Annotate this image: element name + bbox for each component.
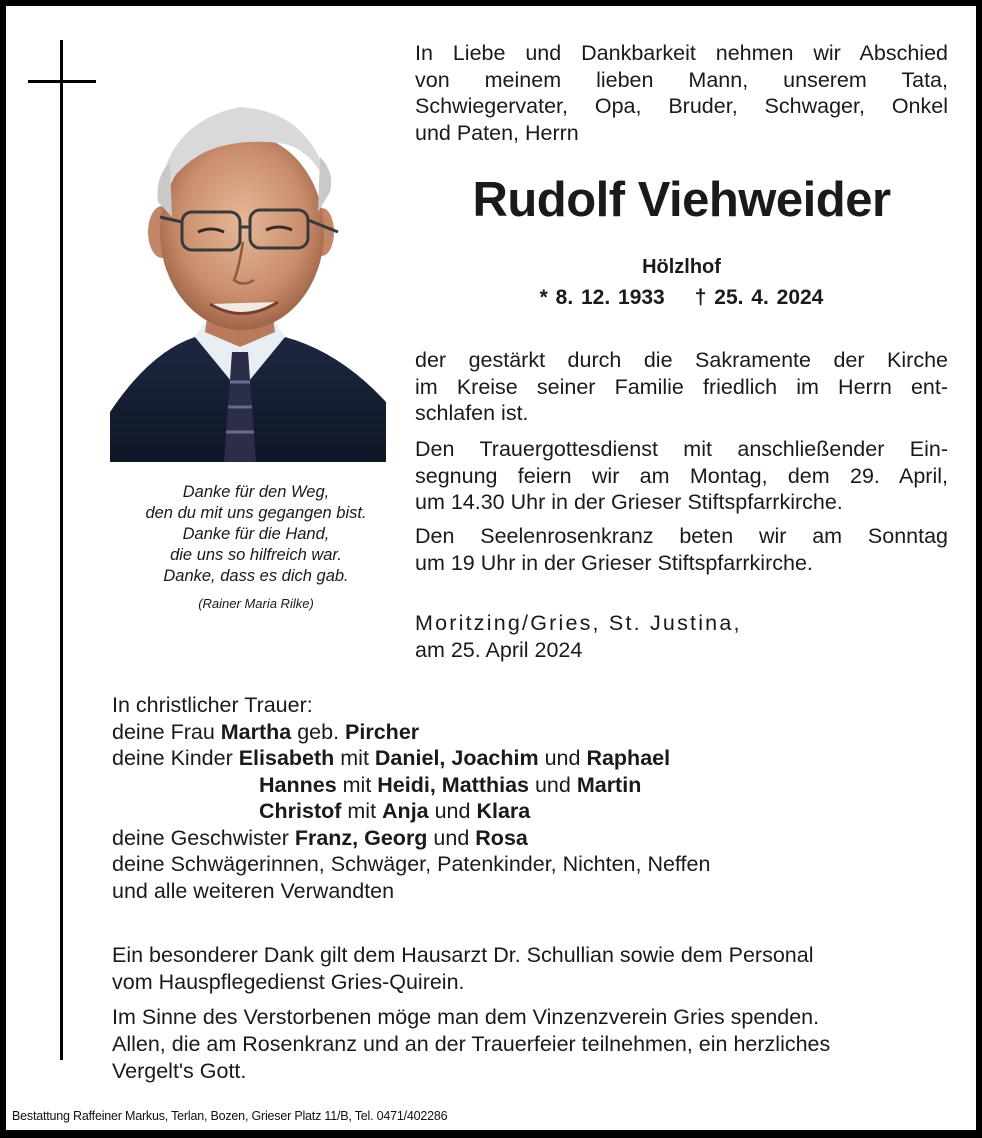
poem-line: die uns so hilfreich war. bbox=[170, 546, 342, 564]
donation-line: Im Sinne des Verstorbenen möge man dem Vinzenzverein Gries spenden. bbox=[112, 1005, 820, 1029]
place-location: Moritzing/Gries, St. Justina, bbox=[415, 611, 742, 635]
funeral-line: Den Trauergottesdienst mit anschließender Ein- bbox=[415, 437, 948, 461]
rosary-line: um 19 Uhr in der Grieser Stiftspfarrkirche. bbox=[415, 550, 813, 575]
mourner-name: Heidi, Matthias bbox=[377, 772, 529, 797]
poem bbox=[96, 482, 416, 587]
thanks-line: vom Hauspflegedienst Gries-Quirein. bbox=[112, 969, 465, 994]
intro-text bbox=[415, 40, 948, 146]
mourner-text: mit bbox=[334, 746, 375, 770]
mourner-text: deine Geschwister bbox=[112, 825, 295, 850]
passing-line: schlafen ist. bbox=[415, 401, 529, 425]
mourner-name: Christof bbox=[259, 799, 342, 823]
mourner-name: Rosa bbox=[475, 825, 528, 850]
cross-icon-horizontal bbox=[28, 80, 96, 83]
intro-line: Schwiegervater, Opa, Bruder, Schwager, Onkel bbox=[415, 94, 948, 118]
mourner-name: Klara bbox=[476, 799, 531, 823]
portrait-photo bbox=[110, 82, 386, 462]
funeral-line: segnung feiern wir am Montag, dem 29. April, bbox=[415, 463, 948, 488]
mourner-wife bbox=[112, 719, 710, 746]
passing-line: der gestärkt durch die Sakramente der Kirche bbox=[415, 348, 948, 372]
special-thanks bbox=[112, 942, 952, 995]
mourner-name: Pircher bbox=[345, 719, 420, 744]
mourner-name: Anja bbox=[382, 799, 429, 823]
cross-icon-vertical bbox=[60, 40, 63, 1060]
footer-undertaker: Bestattung Raffeiner Markus, Terlan, Bozen, Grieser Platz 11/B, Tel. 0471/402286 bbox=[12, 1109, 448, 1123]
deceased-farm: Hölzlhof bbox=[642, 256, 721, 278]
mourner-text: und bbox=[428, 799, 477, 823]
mourner-name: Raphael bbox=[586, 746, 671, 770]
mourner-name: Hannes bbox=[259, 772, 337, 797]
death-date: † 25. 4. 2024 bbox=[694, 286, 824, 309]
mourner-relatives: und alle weiteren Verwandten bbox=[112, 878, 395, 903]
poem-line: Danke für den Weg, bbox=[182, 483, 330, 501]
mourner-child-3 bbox=[112, 798, 710, 825]
mourner-text: und bbox=[427, 825, 476, 850]
mourner-text: deine Frau bbox=[112, 719, 221, 744]
poem-line: Danke für die Hand, bbox=[182, 525, 330, 543]
rosary-line: Den Seelenrosenkranz beten wir am Sonntag bbox=[415, 524, 948, 548]
funeral-line: um 14.30 Uhr in der Grieser Stiftspfarrkirche. bbox=[415, 490, 843, 514]
poem-line: den du mit uns gegangen bist. bbox=[145, 504, 367, 522]
mourner-text: und bbox=[538, 746, 587, 770]
mourners-list bbox=[112, 692, 710, 904]
place-and-date bbox=[415, 610, 742, 663]
gratitude-line: Vergelt's Gott. bbox=[112, 1058, 247, 1083]
funeral-paragraph bbox=[415, 436, 948, 516]
place-date: am 25. April 2024 bbox=[415, 637, 583, 662]
mourner-siblings bbox=[112, 825, 710, 852]
intro-line: und Paten, Herrn bbox=[415, 120, 579, 145]
mourner-text: mit bbox=[341, 799, 383, 823]
passing-line: im Kreise seiner Familie friedlich im Herrn ent- bbox=[415, 374, 948, 399]
rosary-paragraph bbox=[415, 523, 948, 576]
gratitude-note bbox=[112, 1031, 952, 1084]
intro-line: In Liebe und Dankbarkeit nehmen wir Abschied bbox=[415, 41, 948, 65]
mourner-text: mit bbox=[336, 772, 378, 797]
mourner-child-1 bbox=[112, 745, 710, 772]
deceased-name: Rudolf Viehweider bbox=[472, 173, 891, 227]
mourner-text: deine Kinder bbox=[112, 746, 239, 770]
passing-paragraph bbox=[415, 347, 948, 427]
birth-date: * 8. 12. 1933 bbox=[539, 286, 665, 309]
mourner-name: Daniel, Joachim bbox=[374, 746, 539, 770]
mourner-inlaws: deine Schwägerinnen, Schwäger, Patenkinder, Nichten, Neffen bbox=[112, 852, 711, 876]
poem-line: Danke, dass es dich gab. bbox=[163, 567, 349, 585]
poem-author: (Rainer Maria Rilke) bbox=[198, 596, 314, 611]
intro-line: von meinem lieben Mann, unserem Tata, bbox=[415, 67, 948, 92]
thanks-line: Ein besonderer Dank gilt dem Hausarzt Dr. Schullian sowie dem Personal bbox=[112, 943, 814, 967]
mourner-text: geb. bbox=[291, 719, 346, 744]
mourner-name: Martha bbox=[220, 719, 292, 744]
mourners-heading: In christlicher Trauer: bbox=[112, 693, 313, 717]
mourner-name: Franz, Georg bbox=[294, 825, 428, 850]
mourner-text: und bbox=[529, 772, 577, 797]
life-dates bbox=[415, 286, 948, 310]
mourner-name: Martin bbox=[576, 772, 642, 797]
donation-note bbox=[112, 1004, 952, 1031]
mourner-name: Elisabeth bbox=[238, 746, 335, 770]
gratitude-line: Allen, die am Rosenkranz und an der Trauerfeier teilnehmen, ein herzliches bbox=[112, 1032, 831, 1056]
mourner-child-2 bbox=[112, 772, 710, 799]
